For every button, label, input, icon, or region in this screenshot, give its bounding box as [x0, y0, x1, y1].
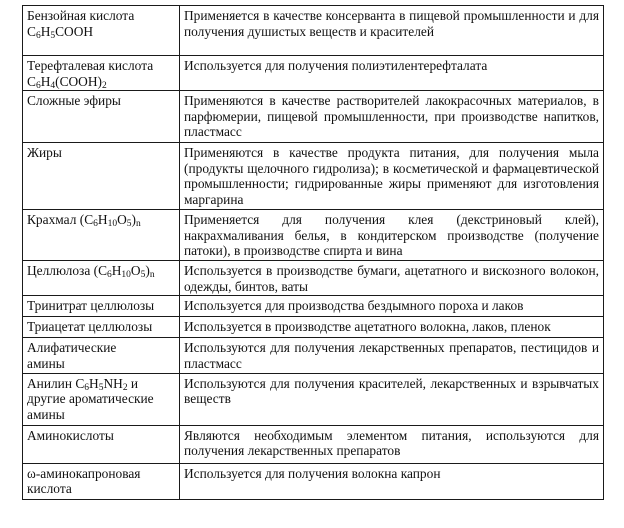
table-row — [23, 91, 604, 143]
substance-cell — [23, 6, 180, 56]
substance-name: Алифатические амины — [27, 340, 117, 371]
table-row — [23, 425, 604, 463]
table-row — [23, 210, 604, 261]
usage-cell: Используется для получения волокна капрон — [180, 463, 604, 499]
substance-formula: $C_6H_5COOH$ — [27, 23, 94, 41]
table-row — [23, 463, 604, 499]
substance-name: Бензойная кислота — [27, 8, 135, 23]
substance-cell: Жиры — [23, 143, 180, 210]
substance-formula: $_6H_{10}O_5)_n$ — [107, 263, 155, 281]
table-row — [23, 6, 604, 56]
usage-table — [22, 5, 604, 500]
table-row — [23, 338, 604, 373]
substance-formula: $_6H_5NH_2$ и — [84, 375, 139, 393]
usage-cell: Используется для получения полиэтилентерефталата — [180, 56, 604, 91]
substance-cell — [23, 261, 180, 296]
substance-cell: Триацетат целлюлозы — [23, 317, 180, 338]
usage-cell: Являются необходимым элементом питания, используются для получения лекарственных препаратов — [180, 425, 604, 463]
substance-name: Терефталевая кислота — [27, 58, 154, 73]
table-row — [23, 56, 604, 91]
substance-name: Анилин $C_6H_5NH_2$ и — [27, 375, 139, 393]
table-row — [23, 296, 604, 317]
substance-cell — [23, 338, 180, 373]
table-row — [23, 317, 604, 338]
usage-cell: Применяется для получения клея (декстриновый клей), накрахмаливания белья, в кондитерском производстве (получение патоки), в производстве спирта и вина — [180, 210, 604, 261]
substance-formula: $_6H_{10}O_5)_n$ — [93, 212, 141, 230]
usage-cell: Используется в производстве бумаги, ацетатного и вискозного волокон, одежды, бинтов, ваты — [180, 261, 604, 296]
substance-cell — [23, 56, 180, 91]
usage-cell: Применяются в качестве продукта питания, для получения мыла (продукты щелочного гидролиза); в косметической и фармацевтической промышленности; гидрированные жиры применяют для изготовления маргарина — [180, 143, 604, 210]
substance-name: Крахмал (C — [27, 212, 94, 228]
usage-cell: Используются для получения красителей, лекарственных и взрывчатых веществ — [180, 373, 604, 425]
substance-cell: Сложные эфиры — [23, 91, 180, 143]
substance-name-tail: другие ароматические амины — [27, 391, 154, 422]
usage-cell: Используется для производства бездымного пороха и лаков — [180, 296, 604, 317]
usage-cell: Применяются в качестве растворителей лакокрасочных материалов, в парфюмерии, пищевой промышленности, при производстве напитков, пластмасс — [180, 91, 604, 143]
substance-formula: $C_6H_4(COOH)_2$ — [27, 73, 107, 91]
table-row — [23, 261, 604, 296]
substance-cell — [23, 373, 180, 425]
substance-cell — [23, 463, 180, 499]
substance-name: Целлюлоза (C — [27, 263, 107, 279]
substance-cell — [23, 210, 180, 261]
substance-name: ω-аминокапроновая кислота — [27, 465, 141, 497]
table-row — [23, 143, 604, 210]
substance-cell: Аминокислоты — [23, 425, 180, 463]
usage-cell: Используется в производстве ацетатного волокна, лаков, пленок — [180, 317, 604, 338]
usage-cell: Используются для получения лекарственных препаратов, пестицидов и пластмасс — [180, 338, 604, 373]
substance-cell: Тринитрат целлюлозы — [23, 296, 180, 317]
table-row — [23, 373, 604, 425]
usage-cell: Применяется в качестве консерванта в пищевой промышленности и для получения душистых веществ и красителей — [180, 6, 604, 56]
